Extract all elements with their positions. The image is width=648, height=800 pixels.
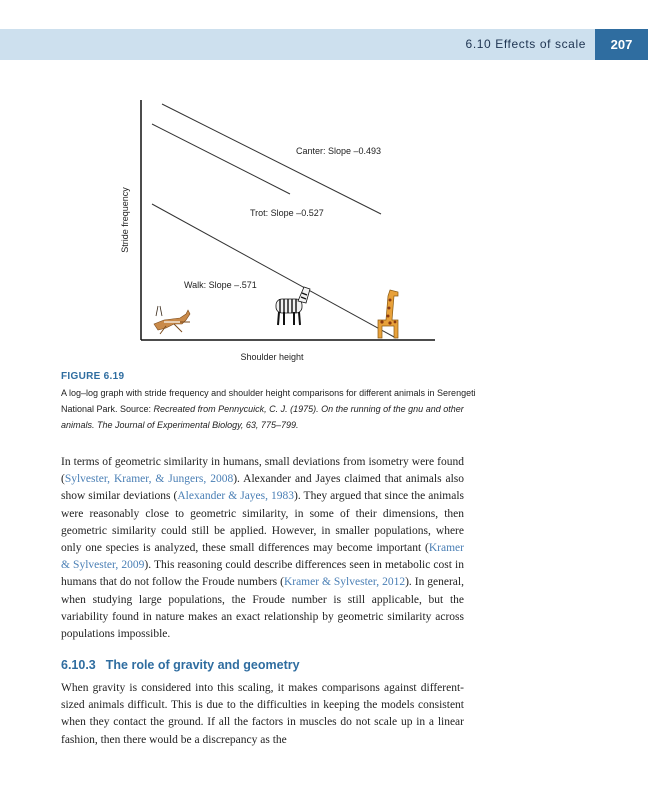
- paragraph-text: ). They argued that since the animals were reasonably close to geometric similarity, in some of their dimensions, then geometric similarity could still be applied. However, in smaller populations, where only one species is analyzed, these small differences may become important (: [61, 490, 464, 555]
- figure-chart: [100, 90, 440, 365]
- caption-source: Recreated from Pennycuick, C. J. (1975). On the running of the gnu and other animals. The Journal of Experimental Biology, 63, 775–799.: [61, 404, 464, 430]
- section-number: 6.10.3: [61, 658, 96, 672]
- section-heading: [61, 658, 300, 672]
- citation-link[interactable]: Sylvester, Kramer, & Jungers, 2008: [64, 473, 234, 486]
- figure-title: FIGURE 6.19: [61, 371, 125, 382]
- section-title: 6.10 Effects of scale: [465, 37, 586, 51]
- citation-link[interactable]: Kramer & Sylvester, 2012: [283, 576, 406, 589]
- giraffe-icon: [378, 290, 398, 338]
- citation-link[interactable]: Kramer & Sylvester, 2009: [61, 542, 464, 572]
- trot-label: Trot: Slope –0.527: [250, 208, 324, 218]
- body-paragraph-1: [61, 454, 464, 643]
- paragraph-text: ). This reasoning could describe differences seen in metabolic cost in humans that do not follow the Froude numbers (: [61, 559, 464, 589]
- page-number: 207: [595, 29, 648, 60]
- gazelle-icon: [154, 306, 190, 334]
- zebra-icon: [276, 287, 310, 325]
- trot-line: [152, 124, 290, 194]
- paragraph-text: ). In general, when studying large populations, the Froude number is still applicable, but the variability found in nature makes an exact relationship by geometric similarity across populations impossible.: [61, 576, 464, 641]
- running-header: [0, 29, 648, 60]
- canter-line: [162, 104, 381, 214]
- citation-link[interactable]: Alexander & Jayes, 1983: [177, 490, 295, 503]
- walk-line: [152, 204, 396, 338]
- figure-caption: [61, 369, 481, 433]
- y-axis-label: Stride frequency: [120, 187, 130, 253]
- section-heading-title: The role of gravity and geometry: [105, 658, 300, 672]
- paragraph-text: ). Alexander and Jayes claimed that animals also show similar deviations (: [61, 473, 464, 503]
- x-axis-label: Shoulder height: [240, 352, 304, 362]
- walk-label: Walk: Slope –.571: [184, 280, 257, 290]
- paragraph-text: In terms of geometric similarity in humans, small deviations from isometry were found (: [61, 456, 464, 486]
- caption-text: A log–log graph with stride frequency and shoulder height comparisons for different animals in Serengeti National Park. Source:: [61, 388, 476, 414]
- body-paragraph-2: When gravity is considered into this scaling, it makes comparisons against different-sized animals difficult. This is due to the difficulties in keeping the models consistent when they contact the ground. If all the factors in muscles do not scale up in a linear fashion, then there would be a discrepancy as the: [61, 682, 464, 746]
- canter-label: Canter: Slope –0.493: [296, 146, 382, 156]
